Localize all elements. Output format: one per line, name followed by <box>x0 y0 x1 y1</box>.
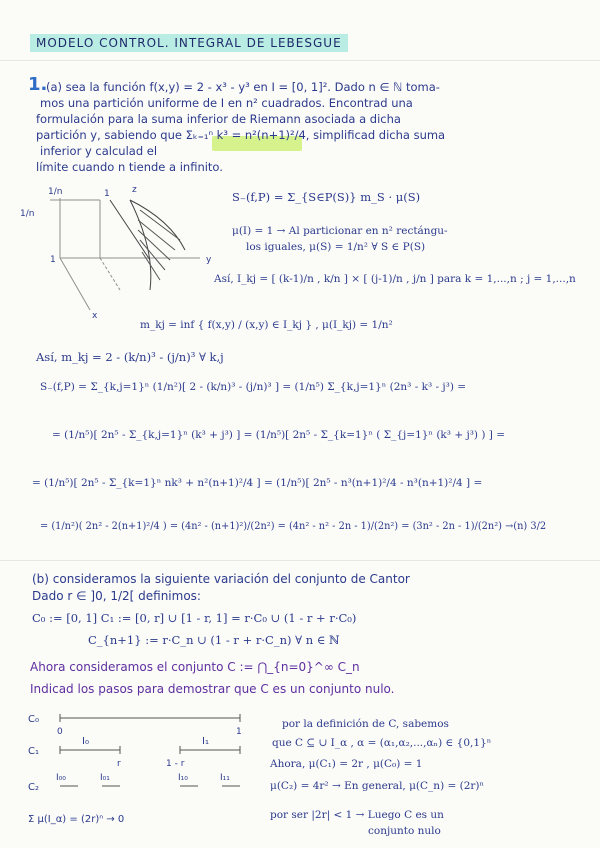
axis-one-left: 1 <box>50 255 56 265</box>
solution-line: S₋(f,P) = Σ_{k,j=1}ⁿ (1/n²)[ 2 - (k/n)³ - (j/n)³ ] = (1/n⁵) Σ_{k,j=1}ⁿ (2n³ - k³ - j³) = <box>40 381 467 393</box>
statement-line: Dado r ∈ ]0, 1/2[ definimos: <box>32 589 201 603</box>
solution-line: μ(C₂) = 4r² → En general, μ(C_n) = (2r)ⁿ <box>270 780 485 792</box>
statement-line: inferior y calculad el <box>40 144 158 158</box>
i11-label: I₁₁ <box>220 773 230 783</box>
solution-line: m_kj = inf { f(x,y) / (x,y) ∈ I_kj } , μ(I_kj) = 1/n² <box>140 319 393 331</box>
ruled-line <box>0 60 600 61</box>
i0-label: I₀ <box>82 736 89 747</box>
surface-edge <box>110 200 150 260</box>
statement-line: (a) sea la función f(x,y) = 2 - x³ - y³ en I = [0, 1]². Dado n ∈ ℕ toma- <box>46 80 440 94</box>
solution-line: los iguales, μ(S) = 1/n² ∀ S ∈ P(S) <box>246 241 426 253</box>
i10-label: I₁₀ <box>178 773 188 783</box>
solution-line: que C ⊆ ∪ I_α , α = (α₁,α₂,...,αₙ) ∈ {0,1}ⁿ <box>272 737 492 749</box>
exercise-number: 1. <box>28 74 48 95</box>
i00-label: I₀₀ <box>56 773 66 783</box>
statement-line: Indicad los pasos para demostrar que C es un conjunto nulo. <box>30 682 395 696</box>
i1-label: I₁ <box>202 736 209 747</box>
axis-z-label: z <box>132 185 137 195</box>
solution-line: Así, m_kj = 2 - (k/n)³ - (j/n)³ ∀ k,j <box>36 350 224 364</box>
statement-line: partición y, sabiendo que Σₖ₌₁ⁿ k³ = n²(n+1)²/4, simplificad dicha suma <box>36 128 446 142</box>
solution-line: = (1/n⁵)[ 2n⁵ - Σ_{k=1}ⁿ nk³ + n²(n+1)²/4 ] = (1/n⁵)[ 2n⁵ - n³(n+1)²/4 - n³(n+1)²/4 ] = <box>32 477 483 489</box>
page-title: MODELO CONTROL. INTEGRAL DE LEBESGUE <box>30 34 348 52</box>
axis-x-label: x <box>92 311 98 320</box>
cantor-sketch-figure <box>20 700 260 830</box>
hatching <box>138 210 180 280</box>
guide-line <box>100 258 120 290</box>
solution-line: S₋(f,P) = Σ_{S∈P(S)} m_S · μ(S) <box>232 190 421 204</box>
one-label: 1 <box>236 727 242 737</box>
solution-line: μ(I) = 1 → Al particionar en n² rectángu- <box>232 225 448 237</box>
solution-line: conjunto nulo <box>368 825 441 837</box>
solution-line: Así, I_kj = [ (k-1)/n , k/n ] × [ (j-1)/n , j/n ] para k = 1,...,n ; j = 1,...,n <box>214 273 576 285</box>
solution-line: Ahora, μ(C₁) = 2r , μ(C₀) = 1 <box>270 758 423 770</box>
solution-line: = (1/n⁵)[ 2n⁵ - Σ_{k,j=1}ⁿ (k³ + j³) ] = (1/n⁵)[ 2n⁵ - Σ_{k=1}ⁿ ( Σ_{j=1}ⁿ (k³ + j³) ) ] = <box>52 429 506 441</box>
measure-sum: Σ μ(I_α) = (2r)ⁿ → 0 <box>28 814 125 825</box>
statement-line: C_{n+1} := r·C_n ∪ (1 - r + r·C_n) ∀ n ∈ ℕ <box>88 633 340 647</box>
statement-line: formulación para la suma inferior de Riemann asociada a dicha <box>36 112 401 126</box>
axis-x-line <box>60 258 90 310</box>
axis-one-top: 1 <box>104 189 110 199</box>
solution-line: por la definición de C, sabemos <box>282 718 449 730</box>
zero-label: 0 <box>57 727 63 737</box>
axis-y-label: y <box>206 255 212 265</box>
c0-label: C₀ <box>28 714 39 725</box>
r-label: r <box>117 759 121 769</box>
one-minus-r-label: 1 - r <box>166 759 185 769</box>
solution-line: por ser |2r| < 1 → Luego C es un <box>270 809 444 821</box>
c2-label: C₂ <box>28 782 39 793</box>
axis-label-side: 1/n <box>20 209 35 219</box>
solution-line: = (1/n²)( 2n² - 2(n+1)²/4 ) = (4n² - (n+1)²)/(2n²) = (4n² - n² - 2n - 1)/(2n²) = (3n² - 2n - 1)/(2n²) →(n) 3/2 <box>40 521 547 532</box>
statement-line: (b) consideramos la siguiente variación del conjunto de Cantor <box>32 572 410 586</box>
statement-line: límite cuando n tiende a infinito. <box>36 160 223 174</box>
statement-line: C₀ := [0, 1] C₁ := [0, r] ∪ [1 - r, 1] = r·C₀ ∪ (1 - r + r·C₀) <box>32 611 357 625</box>
statement-line: mos una partición uniforme de I en n² cuadrados. Encontrad una <box>40 96 413 110</box>
axis-label-top: 1/n <box>48 187 63 197</box>
i01-label: I₀₁ <box>100 773 110 783</box>
c1-label: C₁ <box>28 746 39 757</box>
ruled-line <box>0 560 600 561</box>
surface-sketch-figure <box>20 180 220 320</box>
statement-line: Ahora consideramos el conjunto C := ⋂_{n=0}^∞ C_n <box>30 660 360 674</box>
